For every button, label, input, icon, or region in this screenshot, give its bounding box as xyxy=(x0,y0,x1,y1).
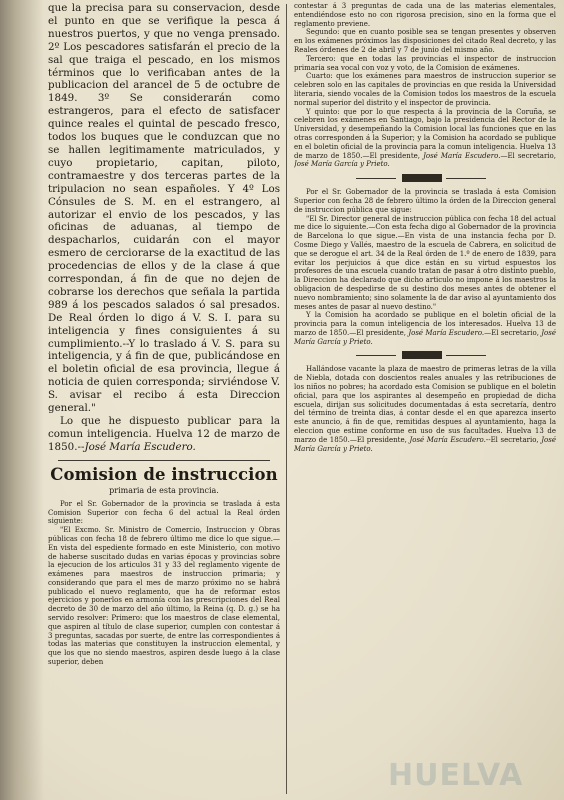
second-order-publication xyxy=(294,311,556,346)
president-signature: José María Escudero. xyxy=(409,435,486,444)
royal-order-quinto-text: Y quinto: que por lo que respecta á la provincia de la Coruña, se celebren los exámenes en Santiago, bajo la presidencia del Rector de la Universidad, y desempeñando la Comision local las funciones que en las otras corresponden á la Superior; y la Comision ha acordado se publique en el boletin oficial de la provincia para la comun inteligencia. Huelva 13 de marzo de 1850.—El presidente, xyxy=(294,107,556,160)
column-divider xyxy=(286,4,287,794)
secretary-label: --El secretario, xyxy=(485,435,539,444)
section-rule xyxy=(58,460,270,461)
secretary-signature: José María García y Prieto. xyxy=(294,160,390,169)
secretary-label: —El secretario, xyxy=(500,151,556,160)
second-order-intro: Por el Sr. Gobernador de la provincia se traslada á esta Comision Superior con fecha 28 de febrero último la órden de la Direccion general de instruccion pública que sigue: xyxy=(294,188,556,214)
ornamental-separator xyxy=(294,174,556,184)
vacancy-notice xyxy=(294,365,556,453)
ornamental-separator xyxy=(294,351,556,361)
separator-ornament xyxy=(402,351,442,359)
royal-order-cuarto: Cuarto: que los exámenes para maestros de instruccion superior se celebren solo en las capitales de provincias en que resida la Universidad literaria, siendo vocales de la Comision todos los maestros de la escuela normal superior del distrito y el inspector de provincia. xyxy=(294,72,556,107)
royal-order-segundo: Segundo: que en cuanto posible sea se tengan presentes y observen en los exámenes próximos las disposiciones del citado Real decreto, y las Reales órdenes de 2 de abril y 7 de junio del mismo año. xyxy=(294,28,556,54)
royal-order-quote: "El Excmo. Sr. Ministro de Comercio, Instruccion y Obras públicas con fecha 18 de febrero último me dice lo que sigue.—En vista del espediente formado en este Ministerio, con motivo de haberse suscitado dudas en varias épocas y provincias sobre la ejecucion de los articulos 31 y 33 del reglamento vigente de exámenes para maestros de instruccion primaria; y considerando que para el mes de marzo próximo no se habrá publicado el nuevo reglamento, que ha de reformar estos ejercicios y ponerlos en armonía con las prescripciones del Real decreto de 30 de marzo del año último, la Reina (q. D. g.) se ha servido resolver: Primero: que los maestros de clase elemental, que aspiren al título de clase superior, cumplen con contestar á 3 preguntas, sacadas por suerte, de entre las correspondientes á todas las materias que constituyen la instruccion elemental, y que los que no siendo maestros, aspiren desde luego á la clase superior, deben xyxy=(48,526,280,667)
separator-ornament xyxy=(402,174,442,182)
publication-notice xyxy=(48,415,280,454)
secretary-signature: José María García y Prieto. xyxy=(294,435,556,453)
vacancy-notice-text: Hallándose vacante la plaza de maestro de primeras letras de la villa de Niebla, dotada con doscientos reales anuales y las retribuciones de los niños no pobres; ha acordado esta Comision se publique en el boletin oficial, para que los aspirantes al desempeño en propiedad de dicha escuela, dirijan sus solicitudes documentadas á esta secretaría, dentro del término de treinta dias, á contar desde el en que aparezca inserto este anuncio, á fin de que, remitidas despues al ayuntamiento, haga la eleccion que estime conforme en uso de sus facultades. Huelva 13 de marzo de 1850.—El presidente, xyxy=(294,365,556,444)
left-column xyxy=(48,2,280,798)
fish-tariff-paragraph: que la precisa para su conservacion, desde el punto en que se verifique la pesca á nuestros puertos, y que no venga prensado. 2º Los pescadores satisfarán el precio de la sal que traiga el pescado, en los mismos términos que lo verificaban antes de la publicacion del arancel de 5 de octubre de 1849. 3º Se considerarán como estrangeros, para el efecto de satisfacer quince reales el quintal de pescado fresco, todos los buques que le conduzcan que no se hallen legitimamente matriculados, y cuyo propietario, capitan, piloto, contramaestre y dos terceras partes de la tripulacion no sean españoles. Y 4º Los Cónsules de S. M. en el estrangero, al autorizar el envio de los pescados, y las oficinas de aduanas, al tiempo de despacharlos, cuidarán con el mayor esmero de cerciorarse de la exactitud de las procedencias de ellos y de la clase á que correspondan, á fin de que no dejen de cobrarse los derechos que señala la partida 989 á los pescados salados ó sal presados. De Real órden lo digo á V. S. I. para su inteligencia y fines consiguientes á su cumplimiento.--Y lo traslado á V. S. para su inteligencia, y á fin de que, publicándose en el boletin oficial de esa provincia, llegue á noticia de quien corresponda; sirviéndose V. S. avisar el recibo á esta Direccion general." xyxy=(48,2,280,415)
royal-order-intro: Por el Sr. Gobernador de la provincia se traslada á esta Comision Superior con fecha 6 del actual la Real órden siguiente: xyxy=(48,499,280,526)
section-heading: Comision de instruccion xyxy=(50,464,278,484)
president-signature: José María Escudero. xyxy=(423,151,501,160)
secretary-signature: José María García y Prieto. xyxy=(294,328,556,346)
secretary-label: —El secretario, xyxy=(484,328,539,337)
royal-order-quinto xyxy=(294,108,556,170)
president-signature: José María Escudero. xyxy=(408,328,485,337)
right-column xyxy=(294,2,556,798)
second-order-quote: "El Sr. Director general de instruccion pública con fecha 18 del actual me dice lo siguiente.—Con esta fecha digo al Gobernador de la provincia de Barcelona lo que sigue.—En vista de una instancia fecha por D. Cosme Diego y Vallés, maestro de la escuela de Cabrera, en solicitud de que se derogue el art. 34 de la Real órden de 1.º de enero de 1839, para evitar los perjuicios á que dice están en su virtud espuestos los profesores de una escuela cuando tratan de pasar á otro distinto pueblo, la Direccion ha declarado que dicho articulo no impone á los maestros la obligacion de despedirse de su destino dos meses antes de obtener el nuevo nombramiento; sino solamente la de dar aviso al ayuntamiento dos meses antes de pasar al nuevo destino." xyxy=(294,214,556,311)
royal-order-tercero: Tercero: que en todas las provincias el inspector de instruccion primaria sea vocal con voz y voto, de la Comision de exámenes. xyxy=(294,54,556,72)
royal-order-continuation: contestar á 3 preguntas de cada una de las materias elementales, entendiéndose esto no con rigorosa precision, sino en la forma que el reglamento previene. xyxy=(294,2,556,28)
publication-signature: José María Escudero. xyxy=(84,440,196,453)
section-subheading: primaria de esta provincia. xyxy=(109,485,219,495)
archive-watermark: HUELVA xyxy=(388,758,524,793)
page-binding-shadow xyxy=(0,0,44,800)
second-order-publication-text: Y la Comision ha acordado se publique en el boletin oficial de la provincia para la comun inteligencia de los interesados. Huelva 13 de marzo de 1850.—El presidente, xyxy=(294,311,556,337)
publication-year: 1850.-- xyxy=(48,440,85,453)
publication-notice-text: Lo que he dispuesto publicar para la comun inteligencia. Huelva 12 de marzo de xyxy=(48,415,280,440)
